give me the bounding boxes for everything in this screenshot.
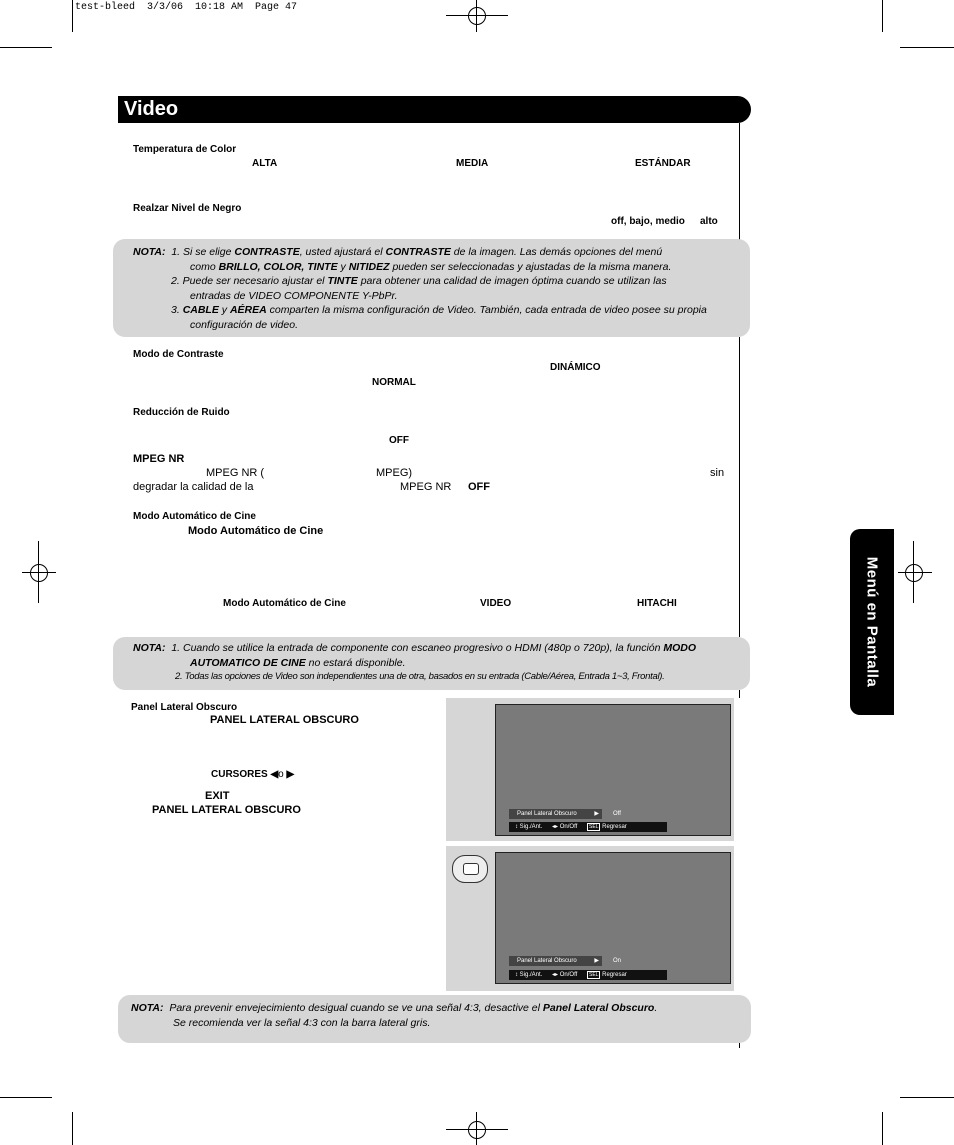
crop-mark (72, 1112, 73, 1145)
osd-item-value: Off (613, 811, 621, 817)
note-text: 3. (171, 304, 183, 316)
registration-line (476, 0, 477, 32)
osd-onoff-label: On/Off (559, 824, 578, 830)
up-down-icon: ↕ (515, 824, 518, 830)
contrast-dinamico: DINÁMICO (550, 362, 601, 373)
registration-line (446, 1129, 508, 1130)
note-text: Panel Lateral Obscuro (542, 1002, 655, 1014)
arrow-left-icon: ◀ (270, 769, 279, 780)
note-label: NOTA: (133, 246, 166, 258)
note-text: CABLE (182, 304, 219, 316)
noise-off: OFF (389, 435, 409, 446)
note-text: 2. Puede ser necesario ajustar el (171, 275, 328, 287)
left-right-icon: ◂▸ (552, 824, 559, 830)
crop-mark (0, 1097, 52, 1098)
up-down-icon: ↕ (515, 972, 518, 978)
note-text: 2. Todas las opciones de Video son independientes una de otra, basados en su entrada (Cable/Aérea, Entrada 1~3, Frontal). (175, 671, 665, 682)
crop-mark (882, 0, 883, 32)
registration-mark-icon (468, 1121, 486, 1139)
left-right-icon: ◂▸ (552, 972, 559, 978)
osd-item-value: On (613, 958, 622, 964)
tv-screen (495, 704, 731, 836)
note-text: entradas de VIDEO COMPONENTE Y-PbPr. (190, 289, 398, 302)
remote-control-icon (452, 855, 488, 883)
note-text: TINTE (327, 275, 358, 287)
mpeg-text-a: MPEG NR ( (206, 467, 265, 479)
crop-mark (72, 0, 73, 32)
note-text: configuración de video. (190, 318, 298, 331)
note-text: CONTRASTE (385, 246, 451, 258)
temp-alta: ALTA (252, 158, 278, 169)
arrow-right-icon: ▶ (286, 769, 295, 780)
osd-nav-bar (509, 970, 667, 980)
right-rule (739, 337, 740, 637)
mpeg-off: OFF (468, 481, 490, 493)
registration-mark-icon (905, 564, 923, 582)
temp-media: MEDIA (456, 158, 489, 169)
note-text: AÉREA (229, 304, 267, 316)
note-text: , usted ajustará el (299, 246, 386, 258)
black-alto: alto (700, 216, 718, 227)
panel-sub: PANEL LATERAL OBSCURO (210, 714, 359, 726)
note-text: AUTOMATICO DE CINE (190, 656, 306, 669)
contrast-normal: NORMAL (372, 377, 416, 388)
note-text: MODO (663, 642, 697, 654)
cine-row-b: VIDEO (480, 598, 512, 609)
osd-item-label: Panel Lateral Obscuro (517, 958, 577, 964)
mpeg-heading: MPEG NR (133, 453, 185, 465)
registration-line (446, 15, 508, 16)
note-text: Para prevenir envejecimiento desigual cuando se ve una señal 4:3, desactive el (169, 1002, 543, 1014)
sel-icon: SEL (588, 972, 599, 978)
osd-nav-label: Sig./Ant. (519, 972, 543, 978)
cursores-label: CURSORES (211, 769, 268, 780)
note-2 (133, 641, 745, 685)
tv-screen (495, 852, 731, 984)
panel-exit: EXIT (205, 790, 230, 802)
note-text: pueden ser seleccionadas y ajustadas de la misma manera. (389, 260, 672, 273)
crop-mark (0, 47, 52, 48)
panel-sub2: PANEL LATERAL OBSCURO (152, 804, 301, 816)
crop-mark (882, 1112, 883, 1145)
note-text: BRILLO, COLOR, TINTE (218, 260, 338, 273)
noise-heading: Reducción de Ruido (133, 407, 230, 418)
crop-mark (900, 47, 954, 48)
note-text: CONTRASTE (234, 246, 300, 258)
note-text: y (218, 304, 230, 316)
page-title: Video (124, 98, 179, 120)
note-text: no estará disponible. (305, 656, 406, 669)
title-bar (118, 96, 751, 123)
sel-icon: SEL (588, 824, 599, 830)
cine-row-a: Modo Automático de Cine (223, 598, 346, 609)
osd-back-label: Regresar (602, 824, 627, 830)
mpeg-text-c: degradar la calidad de la (133, 481, 254, 493)
osd-onoff-label: On/Off (559, 972, 578, 978)
cine-sub: Modo Automático de Cine (188, 525, 324, 537)
note-text: . (654, 1002, 658, 1014)
black-options: off, bajo, medio (611, 216, 685, 227)
right-rule (739, 690, 740, 698)
osd-nav-bar (509, 822, 667, 832)
right-rule (739, 1043, 740, 1048)
crop-mark (900, 1097, 954, 1098)
osd-item-label: Panel Lateral Obscuro (517, 811, 577, 817)
osd-item-row (509, 809, 602, 819)
note-text: Se recomienda ver la señal 4:3 con la barra lateral gris. (173, 1016, 431, 1029)
contrast-heading: Modo de Contraste (133, 349, 224, 360)
mpeg-text-d: MPEG NR (400, 481, 452, 493)
remote-button-icon (463, 863, 479, 875)
temp-heading: Temperatura de Color (133, 144, 237, 155)
note-3 (131, 1001, 741, 1030)
arrow-right-icon: ▶ (594, 811, 599, 817)
note-text: como (190, 260, 219, 273)
temp-estandar: ESTÁNDAR (635, 158, 691, 169)
note-text: 1. (171, 246, 181, 258)
or-label: o (278, 769, 284, 780)
panel-cursores (211, 769, 294, 780)
cine-heading: Modo Automático de Cine (133, 511, 256, 522)
registration-mark-icon (468, 7, 486, 25)
note-text: 1. Cuando se utilice la entrada de componente con escaneo progresivo o HDMI (480p o 720p), la función (171, 642, 664, 654)
osd-back-label: Regresar (602, 972, 627, 978)
black-heading: Realzar Nivel de Negro (133, 203, 242, 214)
print-header: test-bleed 3/3/06 10:18 AM Page 47 (75, 2, 298, 13)
registration-mark-icon (30, 564, 48, 582)
osd-item-row (509, 956, 602, 966)
section-side-tab (850, 529, 894, 715)
osd-nav-label: Sig./Ant. (519, 824, 543, 830)
note-text: comparten la misma configuración de Video. También, cada entrada de video posee su propia (266, 304, 707, 316)
note-label: NOTA: (133, 642, 166, 654)
note-text: y (337, 260, 349, 273)
registration-line (913, 541, 914, 603)
note-text: Si se elige (183, 246, 235, 258)
side-tab-label: Menú en Pantalla (863, 556, 881, 688)
registration-line (38, 541, 39, 603)
right-rule (739, 123, 740, 240)
panel-heading: Panel Lateral Obscuro (131, 702, 238, 713)
registration-line (476, 1112, 477, 1145)
note-1 (133, 245, 738, 332)
note-text: NITIDEZ (348, 260, 390, 273)
cine-row-c: HITACHI (637, 598, 677, 609)
note-text: de la imagen. Las demás opciones del menú (450, 246, 663, 258)
arrow-right-icon: ▶ (594, 958, 599, 964)
mpeg-text-b: MPEG) (376, 467, 413, 479)
note-label: NOTA: (131, 1002, 164, 1014)
mpeg-text-sin: sin (710, 467, 725, 479)
registration-line (898, 572, 932, 573)
note-text: para obtener una calidad de imagen óptima cuando se utilizan las (357, 275, 667, 287)
registration-line (22, 572, 56, 573)
